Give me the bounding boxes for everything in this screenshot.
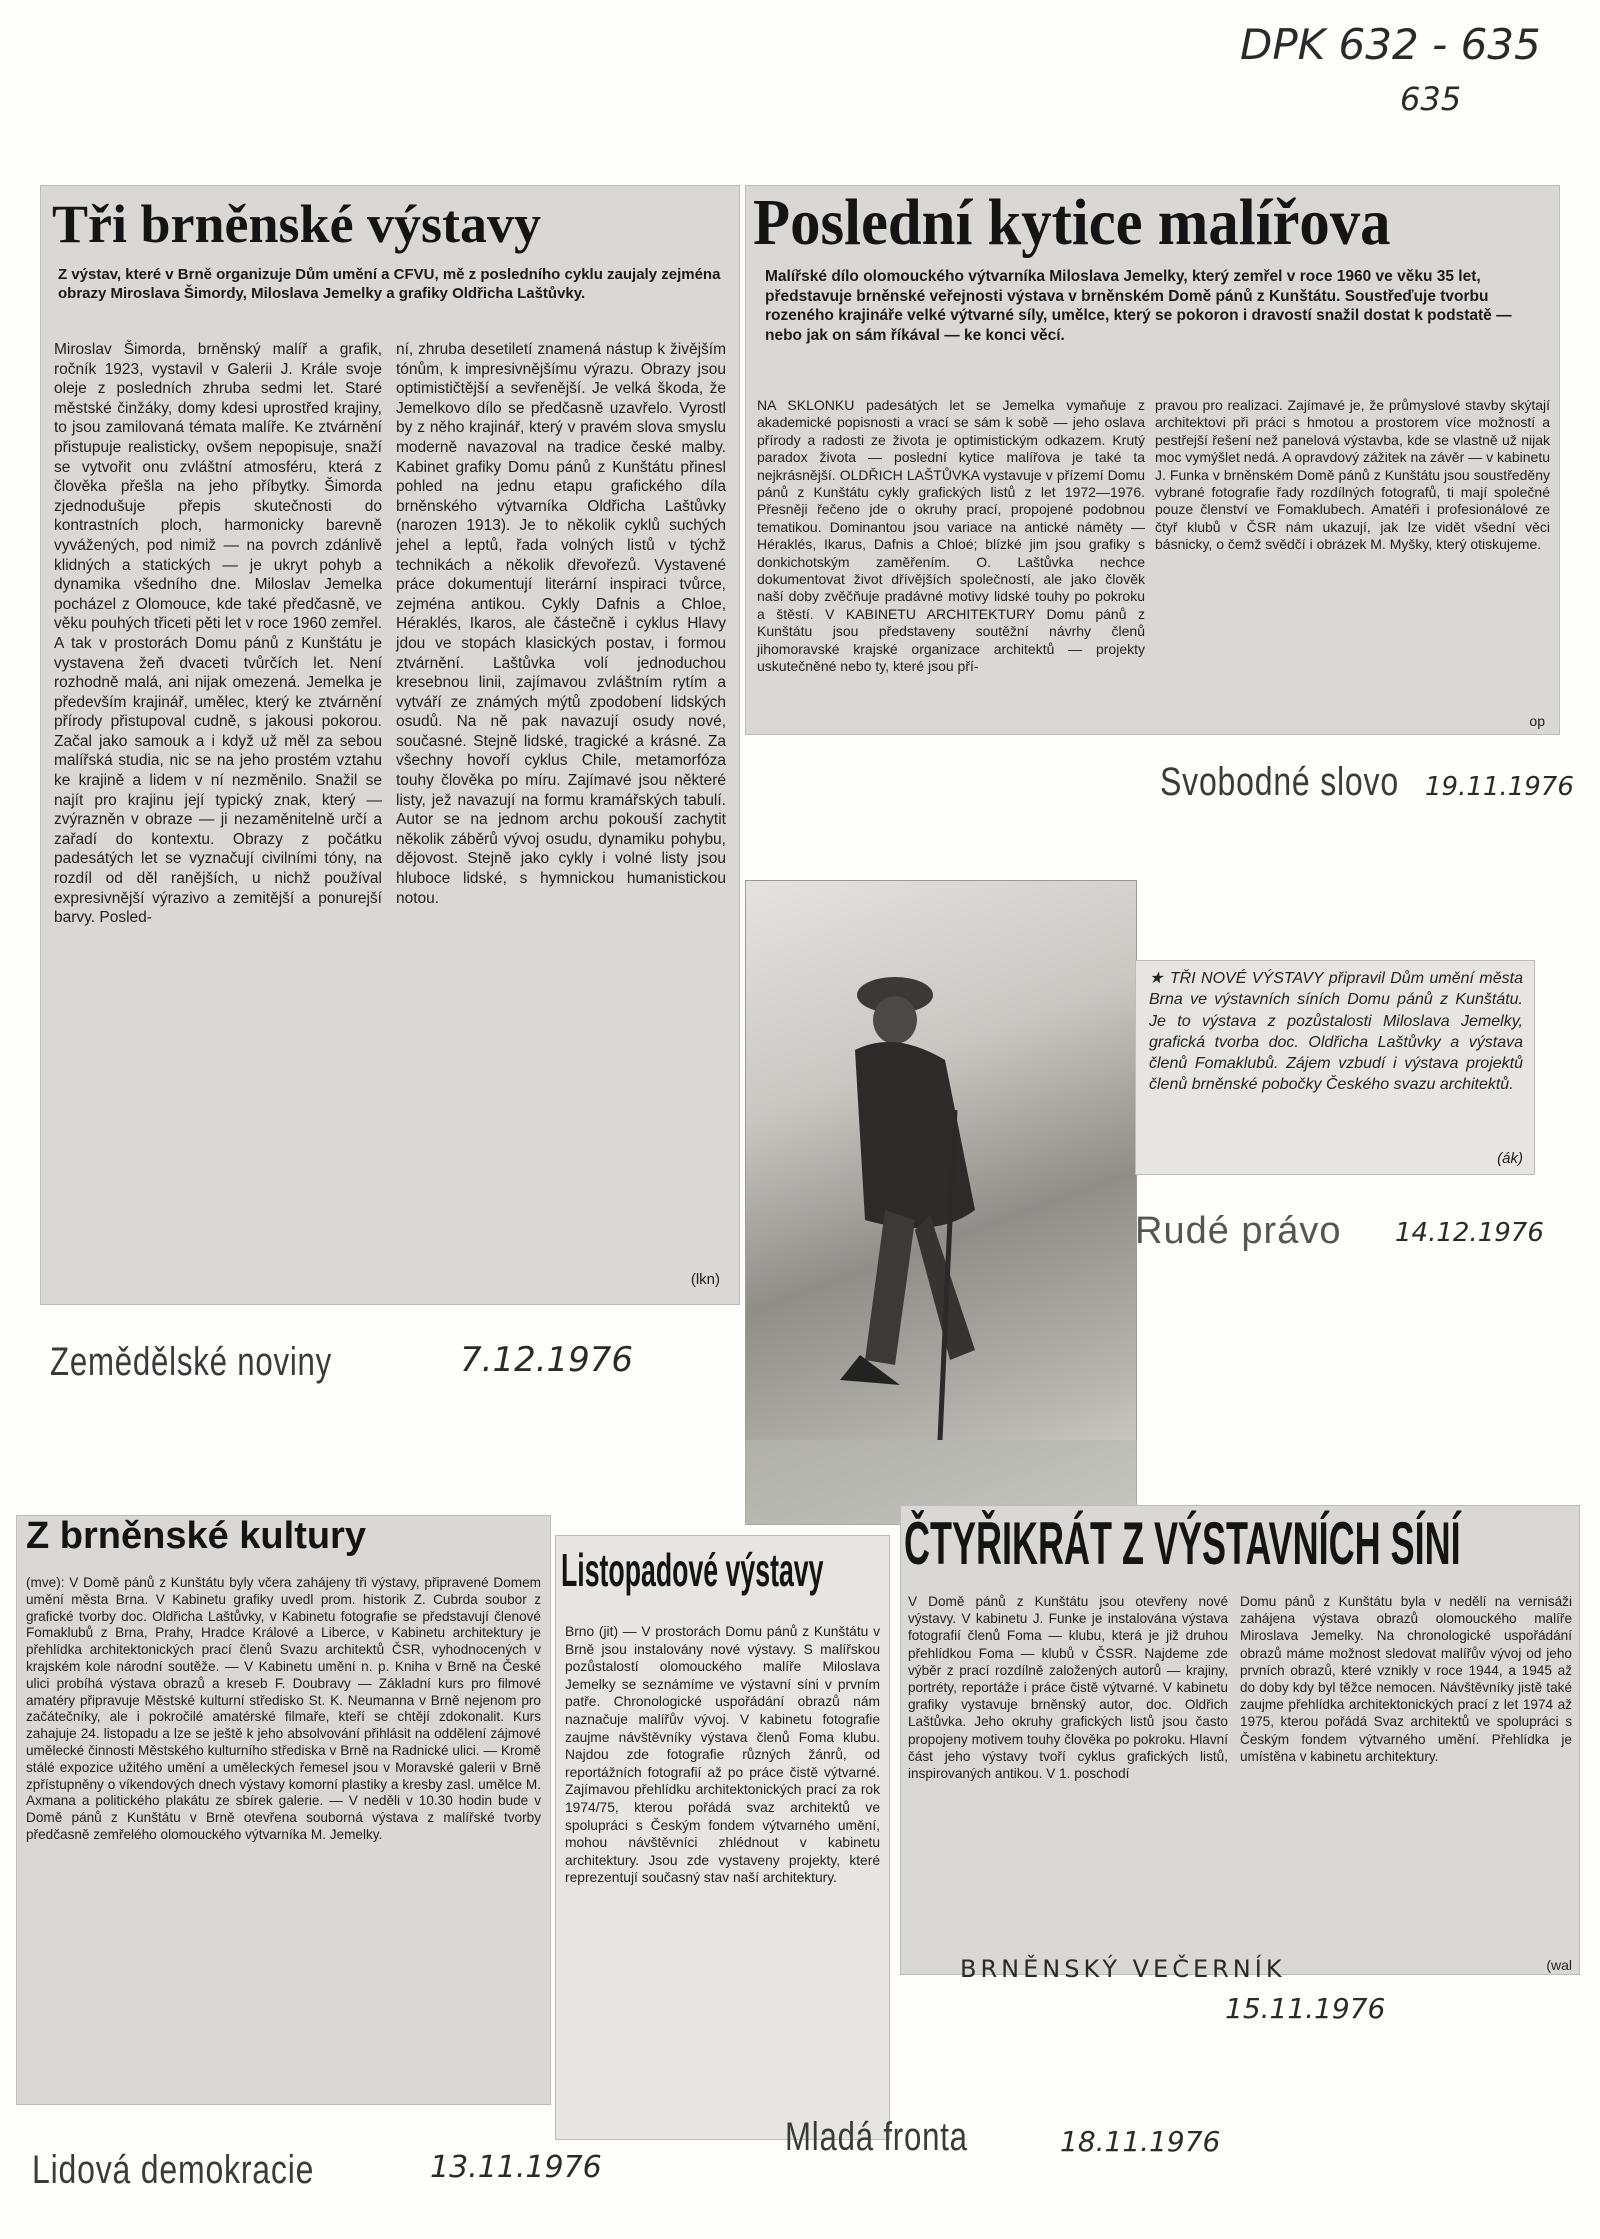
article-lead: Malířské dílo olomouckého výtvarníka Miloslava Jemelky, který zemřel v roce 1960 ve věku 35 let, představuje brněnské veřejnosti výstava v brněnském Domě pánů z Kunštátu. Soustřeďuje tvorbu rozeného krajináře velké výtvarné síly, umělce, který se pokoron i dravostí snažil dostat k podstatě — nebo jak on sám říkával — ke konci věcí. — [765, 268, 1512, 344]
date-rude-pravo: 14.12.1976 — [1395, 1218, 1544, 1248]
article-text: Brno (jit) — V prostorách Domu pánů z Kunštátu v Brně jsou instalovány nové výstavy. S malířskou pozůstalostí olomouckého malíře Miloslava Jemelky se seznámíme ve výstavní síni v prvním patře. Chronologické uspořádání obrazů nám naznačuje malířův vývoj. V kabinetu fotografie zaujme návštěvníky výstava členů Foma klubu. Najdou zde fotografie různých žánrů, od reportážních fotografií až po práce čistě výtvarné. Zajímavou přehlídku architektonických prací za rok 1974/75, kterou pořádá svaz architektů ve spolupráci s Českým fondem výtvarného umění, mohou návštěvníci zhlédnout v kabinetu architektury. Jsou zde vystaveny projekty, které reprezentují současný stav naší architektury. — [565, 1624, 880, 1886]
article-column-1: Miroslav Šimorda, brněnský malíř a grafik, ročník 1923, vystavil v Galerii J. Krále svoje oleje z posledních zhruba sedmi let. Staré městské činžáky, domy kdesi uprostřed krajiny, to jsou zamilovaná témata malíře. Ke ztvárnění přistupuje realisticky, ovšem nepopisuje, snaží se vytvořit onu zvláštní atmosféru, která z člověka přešla na jeho příbytky. Šimorda zjednodušuje přepis skutečnosti do kontrastních ploch, harmonicky barevně vyvážených, pod nimiž — na povrch zdánlivě klidných a statických — je ukryt pohyb a dynamika všedního dne. Miloslav Jemelka pocházel z Olomouce, kde také předčasně, ve věku pouhých třiceti pěti let v roce 1960 zemřel. A tak v prostorách Domu pánů z Kunštátu je vystavena žeň dvaceti tvůrčích let. Není rozhodně malá, ani nijak omezená. Jemelka je především krajinář, umělec, který ke ztvárnění přírody přistupoval cudně, s jakousi pokorou. Začal jako samouk a i když už měl za sebou malířská studia, nic se na jeho prostém vztahu ke krajině a lidem v ní nezměnilo. Snažil se najít pro krajinu její typický znak, který — zvýrazněn v obraze — ji nezaměnitelně určí a zařadí do kontextu. Obrazy z počátku padesátých let se vyznačují civilními tóny, na rozdíl od děl ranějších, u nichž používal expresivnější výrazivo a zemitější a ponurejší barvy. Posled- — [54, 341, 382, 927]
clipping-posledni-kytice — [745, 185, 1560, 735]
date-svobodne-slovo: 19.11.1976 — [1425, 772, 1574, 802]
source-svobodne-slovo: Svobodné slovo — [1160, 760, 1399, 804]
article-lead: Z výstav, které v Brně organizuje Dům umění a CFVU, mě z posledního cyklu zaujaly zejména obrazy Miroslava Šimordy, Miloslava Jemelky a grafiky Oldřicha Laštůvky. — [58, 266, 721, 302]
article-text: ★ TŘI NOVÉ VÝSTAVY připravil Dům umění města Brna ve výstavních síních Domu pánů z Kunštátu. Je to výstava z pozůstalosti Miloslava Jemelky, grafická tvorba doc. Oldřicha Laštůvky a výstava členů Fomaklubů. Zájem vzbudí i výstava projektů členů brněnské pobočky Českého svazu architektů. — [1149, 970, 1523, 1094]
archive-mark-line1: DPK 632 - 635 — [1240, 20, 1541, 69]
article-signature: (ák) — [1497, 1150, 1523, 1167]
source-lidova-demokracie: Lidová demokracie — [32, 2148, 315, 2192]
article-title: Z brněnské kultury — [26, 1515, 366, 1557]
article-column-1: NA SKLONKU padesátých let se Jemelka vymaňuje z akademické popisnosti a vrací se sám k sobě — jeho oslava přírody a radosti ze života je optimistickým odkazem. Krutý paradox života — poslední kytice malířova je také ta nejkrásnější. OLDŘICH LAŠTŮVKA vystavuje v přízemí Domu pánů z Kunštátu cykly grafických listů z let 1972—1976. Přesněji řečeno jde o okruhy prací, propojené podobnou tematikou. Dominantou jsou variace na antické náměty — Héraklés, Ikarus, Dafnis a Chloé; blízké jim jsou grafiky s donkichotským zaměřením. O. Laštůvka nechce dokumentovat život dřívějších společností, ale jako člověk naší doby zvěčňuje pradávné motivy lidské touhy po pokroku a štěstí. V KABINETU ARCHITEKTURY Domu pánů z Kunštátu jsou představeny soutěžní návrhy členů jihomoravské krajské organizace architektů — projekty uskutečněné nebo ty, které jsou pří- — [757, 397, 1145, 675]
clipping-listopadove-vystavy — [555, 1535, 890, 2140]
article-column-2: ní, zhruba desetiletí znamená nástup k živějším tónům, k impresivnějšímu výrazu. Obrazy jsou optimističtější a sevřenější. Je velká škoda, že Jemelkovo dílo se předčasně uzavřelo. Vyrostl by z něho krajinář, který v pravém slova smyslu moderně navazoval na tradice české malby. Kabinet grafiky Domu pánů z Kunštátu přinesl pohled na jednu etapu grafického díla brněnského výtvarníka Oldřicha Laštůvky (narozen 1913). Je to několik cyklů suchých jehel a leptů, řada volných listů v týchž technikách a několik dřevořezů. Vystavené práce dokumentují literární inspiraci tvůrce, zejména antikou. Cykly Dafnis a Chloe, Héraklés, Ikaros, ale částečně i cyklus Hlavy jdou ve stopách klasických postav, i formou ztvárnění. Laštůvka volí jednoduchou kresebnou linii, zajímavou zvláštním rytím a vytváří ze známých mýtů zpodobení lidských osudů. Na ně pak navazují osudy nové, současné. Stejně lidské, tragické a krásné. Za všechny hovoří cyklus Chile, metamorfóza touhy člověka po míru. Zajímavé jsou některé listy, jež navazují na formu kramářských tabulí. Autor se na jednom archu pokouší zachytit několik záběrů vývoj osudu, dynamiku pohybu, dějovost. Stejně jako cykly i volné listy jsou hluboce lidské, s hymnickou humanistickou notou. — [396, 341, 726, 907]
article-title: ČTYŘIKRÁT Z VÝSTAVNÍCH SÍNÍ — [904, 1510, 1461, 1577]
clipping-tri-brnenske-vystavy — [40, 185, 740, 1305]
clipping-z-brnenske-kultury — [16, 1515, 551, 2105]
article-title: Tři brněnské výstavy — [52, 194, 542, 254]
article-title: Poslední kytice malířova — [753, 186, 1391, 259]
archive-mark-sub: 635 — [1400, 80, 1462, 118]
source-mlada-fronta: Mladá fronta — [785, 2115, 968, 2159]
article-column-2: pravou pro realizaci. Zajímavé je, že průmyslové stavby skýtají architektovi při práci s hmotou a prostorem více možností a pestřejší řešení než panelová výstavba, kde se vlastně už nijak moc vymýšlet nedá. A opravdový zážitek na závěr — v kabinetu J. Funka v brněnském Domě pánů z Kunštátu jsou soustředěny vybrané fotografie řady rozdílných fotografů, ti mají společné pouze členství ve Fomaklubech. Amatéři i profesionálové ze čtyř klubů v ČSR nám ukazují, jak lze vidět všední věci básnicky, o čemž svědčí i obrázek M. Myšky, který otiskujeme. — [1155, 397, 1550, 553]
article-column-1: V Domě pánů z Kunštátu jsou otevřeny nové výstavy. V kabinetu J. Funke je instalována výstava fotografií členů Foma — klubu, která je již druhou přehlídkou Foma — klubů v ČSSR. Najdeme zde výběr z prací rozdílně založených autorů — krajiny, portréty, reportáže i práce čistě výtvarné. V kabinetu grafiky vystavuje brněnský autor, doc. Oldřich Laštůvka. Jeho okruhy grafických listů jsou často propojeny motivem touhy člověka po pokroku. Hlavní část jeho výstavy tvoří cyklus grafických listů, inspirovaných antikou. V 1. poschodí — [908, 1594, 1228, 1782]
clipping-ctyrikrat-z-vystavnich-sini — [900, 1505, 1580, 1975]
date-mlada-fronta: 18.11.1976 — [1060, 2125, 1221, 2158]
date-brnensky-vecernik: 15.11.1976 — [1225, 1992, 1386, 2025]
article-signature: (wal — [1546, 1957, 1572, 1973]
clipping-tri-nove-vystavy — [1135, 960, 1535, 1175]
date-zemedelske-noviny: 7.12.1976 — [460, 1340, 634, 1380]
date-lidova-demokracie: 13.11.1976 — [430, 2150, 602, 2185]
source-brnensky-vecernik: BRNĚNSKÝ VEČERNÍK — [960, 1955, 1286, 1983]
archive-mark — [1240, 20, 1541, 69]
article-title: Listopadové výstavy — [561, 1544, 824, 1596]
photo-figure-illustration — [745, 880, 1137, 1525]
article-signature: (lkn) — [690, 1271, 720, 1288]
article-photo — [745, 880, 1137, 1525]
article-text: (mve): V Domě pánů z Kunštátu byly včera zahájeny tři výstavy, připravené Domem umění města Brna. V Kabinetu grafiky uvedl prom. historik Z. Cubrda soubor z grafické tvorby doc. Oldřicha Laštůvky, v Kabinetu fotografie se představují členové Fomaklubů z Brna, Prahy, Hradce Králové a Liberce, v Kabinetu architektury je přehlídka architektonických prací členů Svazu architektů ČSR, vyhodnocených v krajském kole národní soutěže. — V Kabinetu umění n. p. Kniha v Brně na České ulici probíhá výstava obrazů a kreseb F. Doubravy — Základní kurs pro filmové amatéry připravuje Městské kulturní středisko St. K. Neumanna v Brně nejenom pro začátečníky, ale i pokročilé amatérské filmaře, kteří se chtějí zdokonalit. Kurs zahajuje 24. listopadu a lze se ještě k jeho absolvování přihlásit na oddělení zájmové umělecké činnosti Městského kulturního střediska v Brně na Radnické ulici. — Kromě stálé expozice užitého umění a uměleckých řemesel jsou v Moravské galerii v Brně zpřístupněny o víkendových dnech výstavy komorní plastiky a kresby zasl. umělce M. Axmana a politického plakátu ze sbírek galerie. — V neděli v 10.30 hodin bude v Domě pánů z Kunštátu v Brně otevřena souborná výstava z malířské tvorby předčasně zemřelého olomouckého výtvarníka M. Jemelky. — [26, 1575, 541, 1842]
source-zemedelske-noviny: Zemědělské noviny — [50, 1340, 333, 1384]
source-rude-pravo: Rudé právo — [1135, 1210, 1342, 1252]
article-signature: op — [1529, 713, 1545, 729]
article-column-2: Domu pánů z Kunštátu byla v nedělí na vernisáži zahájena výstava obrazů olomouckého malíře Miroslava Jemelky. Na chronologické uspořádání obrazů máme možnost sledovat malířův vývoj od jeho prvních obrazů, které vznikly v roce 1944, a 1945 až do doby kdy byl těžce nemocen. Návštěvníky jistě také zaujme přehlídka architektonických prací z let 1974 až 1975, kterou pořádá Svaz architektů ve spolupráci s Českým fondem výtvarného umění. Přehlídka je umístěna v kabinetu architektury. — [1240, 1594, 1572, 1764]
